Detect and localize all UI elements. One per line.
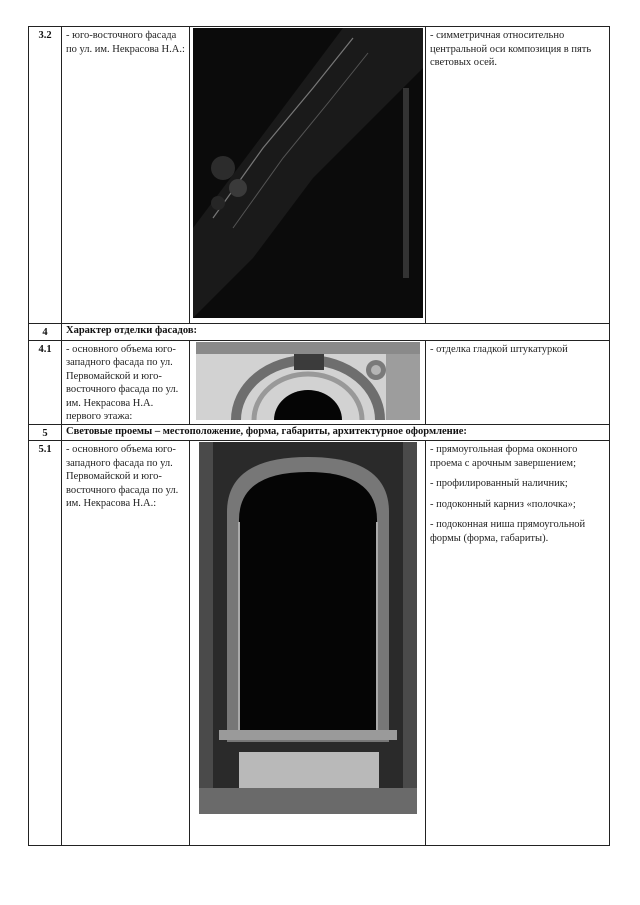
note-item: - подоконный карниз «полочка»; xyxy=(430,498,576,510)
table-row xyxy=(29,340,610,424)
arch-detail-photo xyxy=(196,342,420,420)
table-row xyxy=(29,27,610,324)
note-item: - симметричная относительно центральной оси композиция в пять световых осей. xyxy=(430,30,592,68)
facade-photo xyxy=(193,28,423,318)
note-item: - прямоугольная форма оконного проема с арочным завершением; xyxy=(430,444,578,469)
note-item: - отделка гладкой штукатуркой xyxy=(430,343,568,355)
row-number: 4.1 xyxy=(29,340,62,424)
section-number: 4 xyxy=(29,324,62,341)
table-row xyxy=(29,441,610,846)
row-number: 5.1 xyxy=(29,441,62,846)
row-description: - основного объема юго-западного фасада по ул. Первомайской и юго-восточного фасада по ул. им. Некрасова Н.А.: xyxy=(66,444,179,509)
row-description: - юго-восточного фасада по ул. им. Некрасова Н.А.: xyxy=(66,30,185,55)
row-description: - основного объема юго-западного фасада по ул. Первомайской и юго-восточного фасада по ул. им. Некрасова Н.А. первого этажа: xyxy=(66,343,179,422)
section-row xyxy=(29,324,610,341)
note-item: - профилированный наличник; xyxy=(430,478,568,489)
section-number: 5 xyxy=(29,424,62,441)
window-photo xyxy=(199,442,417,814)
note-item: - подоконная ниша прямоугольной формы (форма, габариты). xyxy=(430,519,586,544)
facade-table xyxy=(28,26,610,846)
row-number: 3.2 xyxy=(29,27,62,324)
section-title: Световые проемы – местоположение, форма, габариты, архитектурное оформление: xyxy=(62,424,610,441)
section-title: Характер отделки фасадов: xyxy=(62,324,610,341)
section-row xyxy=(29,424,610,441)
